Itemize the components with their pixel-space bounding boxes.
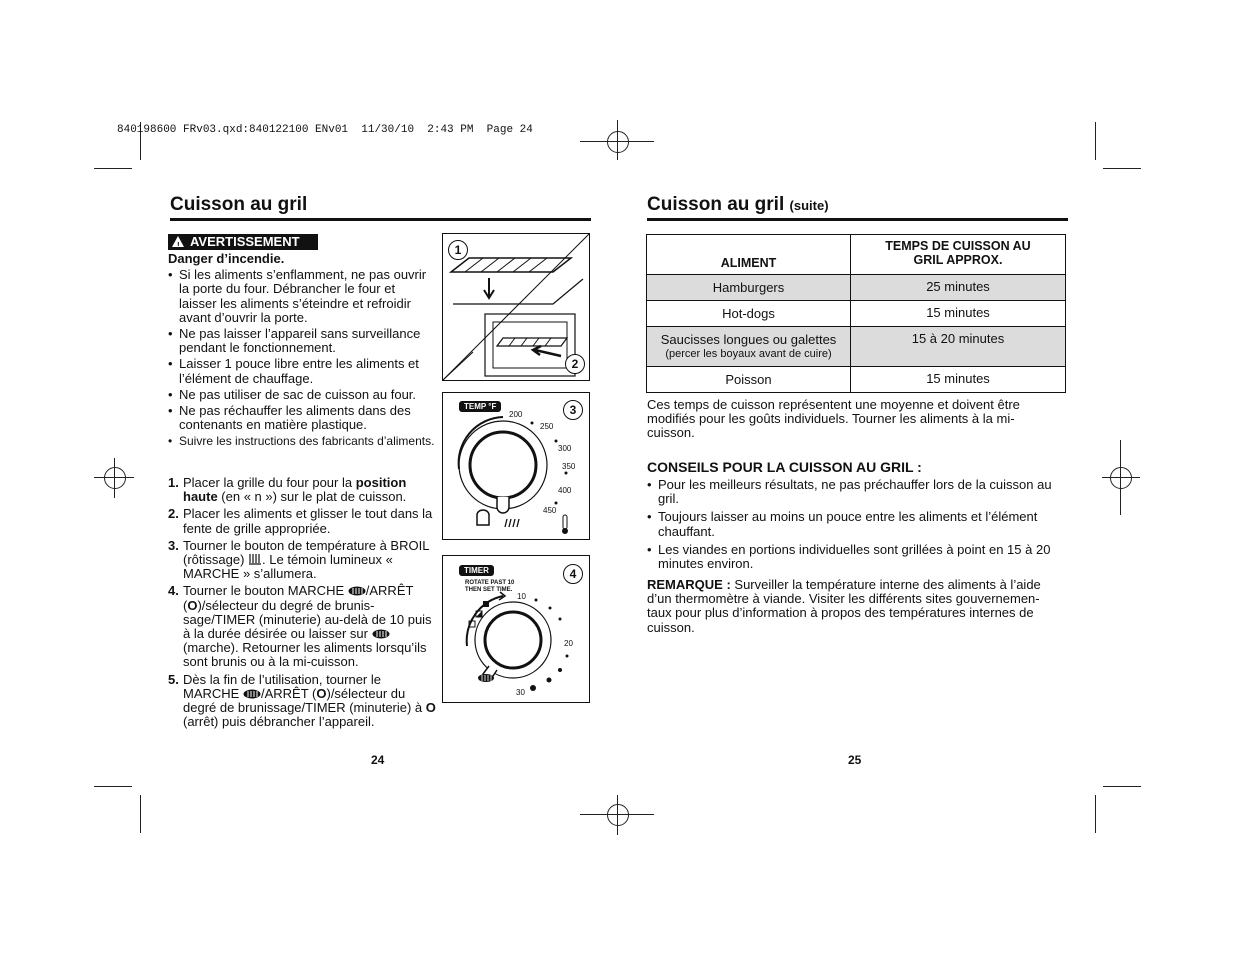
print-slug: 840198600 FRv03.qxd:840122100 ENv01 11/30/10 2:43 PM Page 24 xyxy=(117,124,533,136)
warning-bullet: • Laisser 1 pouce libre entre les aliments et l’élément de chauffage. xyxy=(168,357,436,385)
table-cell: 15 à 20 minutes xyxy=(851,327,1066,367)
danger-heading: Danger d’incendie. xyxy=(168,251,285,266)
warning-label: AVERTISSEMENT xyxy=(190,234,300,249)
table-row xyxy=(647,301,1066,327)
tips-heading: CONSEILS POUR LA CUISSON AU GRIL : xyxy=(647,459,922,475)
on-element-icon xyxy=(372,629,390,639)
tips-list xyxy=(647,478,1061,573)
warning-text xyxy=(168,252,436,451)
table-cell: Poisson xyxy=(647,367,851,393)
timer-note: ROTATE PAST 10 THEN SET TIME. xyxy=(465,580,515,593)
timer-tick: 10 xyxy=(517,592,526,601)
temp-tick: 350 xyxy=(562,462,576,471)
step-5: 5. Dès la fin de l’utilisation, tourner le MARCHE /ARRÊT (O)/sélecteur du degré de brunissage/TIMER (minuterie) à O (arrêt) puis débrancher l’appareil. xyxy=(168,671,436,730)
table-cell: 15 minutes xyxy=(851,301,1066,327)
temp-tick: 250 xyxy=(540,422,554,431)
warning-triangle-icon: ! xyxy=(172,236,184,247)
tip-item: • Toujours laisser au moins un pouce entre les aliments et l’élément chauffant. xyxy=(647,510,1061,538)
page-number-left: 24 xyxy=(371,753,385,767)
timer-label: TIMER xyxy=(459,565,494,576)
temp-tick: 400 xyxy=(558,486,572,495)
table-cell: Saucisses longues ou galettes (percer les boyaux avant de cuire) xyxy=(647,327,851,367)
figure-rack-insertion xyxy=(442,233,590,381)
tip-item: • Les viandes en portions individuelles sont grillées à point en 15 à 20 minutes environ. xyxy=(647,543,1061,571)
tip-item: • Pour les meilleurs résultats, ne pas préchauffer lors de la cuisson au gril. xyxy=(647,478,1061,506)
thermometer-icon xyxy=(562,515,568,534)
page-number-right: 25 xyxy=(848,753,862,767)
warning-bullet: • Ne pas laisser l’appareil sans surveillance pendant le fonctionnement. xyxy=(168,327,436,355)
on-element-icon xyxy=(348,586,366,596)
table-cell: Hot-dogs xyxy=(647,301,851,327)
table-row xyxy=(647,367,1066,393)
page-title-right: Cuisson au gril (suite) xyxy=(647,194,829,215)
warning-bullet: • Si les aliments s’enflamment, ne pas ouvrir la porte du four. Débrancher le four et laisser les aliments s’éteindre et refroidir avant d’ouvrir la porte. xyxy=(168,268,436,325)
table-header: TEMPS DE CUISSON AU GRIL APPROX. xyxy=(851,235,1066,275)
figure-number: 1 xyxy=(448,240,468,260)
warning-bullet: • Suivre les instructions des fabricants d’aliments. xyxy=(168,434,436,448)
step-2: 2. Placer les aliments et glisser le tout dans la fente de grille appropriée. xyxy=(168,506,433,536)
table-cell: 15 minutes xyxy=(851,367,1066,393)
broil-element-icon xyxy=(248,553,262,565)
warning-bullet: • Ne pas réchauffer les aliments dans des contenants en matière plastique. xyxy=(168,404,436,432)
temp-tick: 300 xyxy=(558,444,572,453)
figure-number: 4 xyxy=(563,564,583,584)
warning-bullet: • Ne pas utiliser de sac de cuisson au four. xyxy=(168,388,436,402)
broil-element-icon xyxy=(505,519,519,527)
step-3: 3. Tourner le bouton de température à BROIL (rôtissage) . Le témoin lumineux « MARCHE » s’allumera. xyxy=(168,537,429,582)
warning-banner xyxy=(168,234,318,250)
table-row xyxy=(647,275,1066,301)
cooking-note-paragraph: Ces temps de cuisson représentent une moyenne et doivent être modifiés pour les goûts individuels. Tourner les aliments à la mi-cuisson. xyxy=(647,397,1020,441)
remark-paragraph: REMARQUE : Surveiller la température interne des aliments à l’aide d’un thermomètre à viande. Visiter les différents sites gouvernemen-taux pour plus d’information à propos des températures internes de cuisson. xyxy=(647,577,1041,635)
instruction-steps xyxy=(168,476,436,732)
temp-tick: 200 xyxy=(509,410,523,419)
step-4: 4. Tourner le bouton MARCHE /ARRÊT (O)/sélecteur du degré de brunis-sage/TIMER (minuterie) au-delà de 10 puis à la durée désirée ou laisser sur (marche). Retourner les aliments lorsqu’ils sont brunis ou à la mi-cuisson. xyxy=(168,583,432,670)
page-title-left: Cuisson au gril xyxy=(170,194,308,215)
figure-number: 2 xyxy=(565,354,585,374)
figure-temperature-dial xyxy=(442,392,590,540)
on-element-icon xyxy=(478,674,494,682)
on-element-icon xyxy=(243,689,261,699)
table-cell: 25 minutes xyxy=(851,275,1066,301)
temp-label: TEMP °F xyxy=(459,401,501,412)
table-row xyxy=(647,327,1066,367)
title-rule-left xyxy=(170,218,591,221)
cooking-time-table xyxy=(646,234,1066,393)
timer-tick: 20 xyxy=(564,639,573,648)
step-1: 1. Placer la grille du four pour la position haute (en « n ») sur le plat de cuisson. xyxy=(168,475,407,505)
table-header: ALIMENT xyxy=(647,235,851,275)
timer-tick: 30 xyxy=(516,688,525,697)
temp-tick: 450 xyxy=(543,506,557,515)
figure-timer-dial xyxy=(442,555,590,703)
toast-icon xyxy=(477,510,489,525)
figure-number: 3 xyxy=(563,400,583,420)
table-cell: Hamburgers xyxy=(647,275,851,301)
title-rule-right xyxy=(647,218,1068,221)
